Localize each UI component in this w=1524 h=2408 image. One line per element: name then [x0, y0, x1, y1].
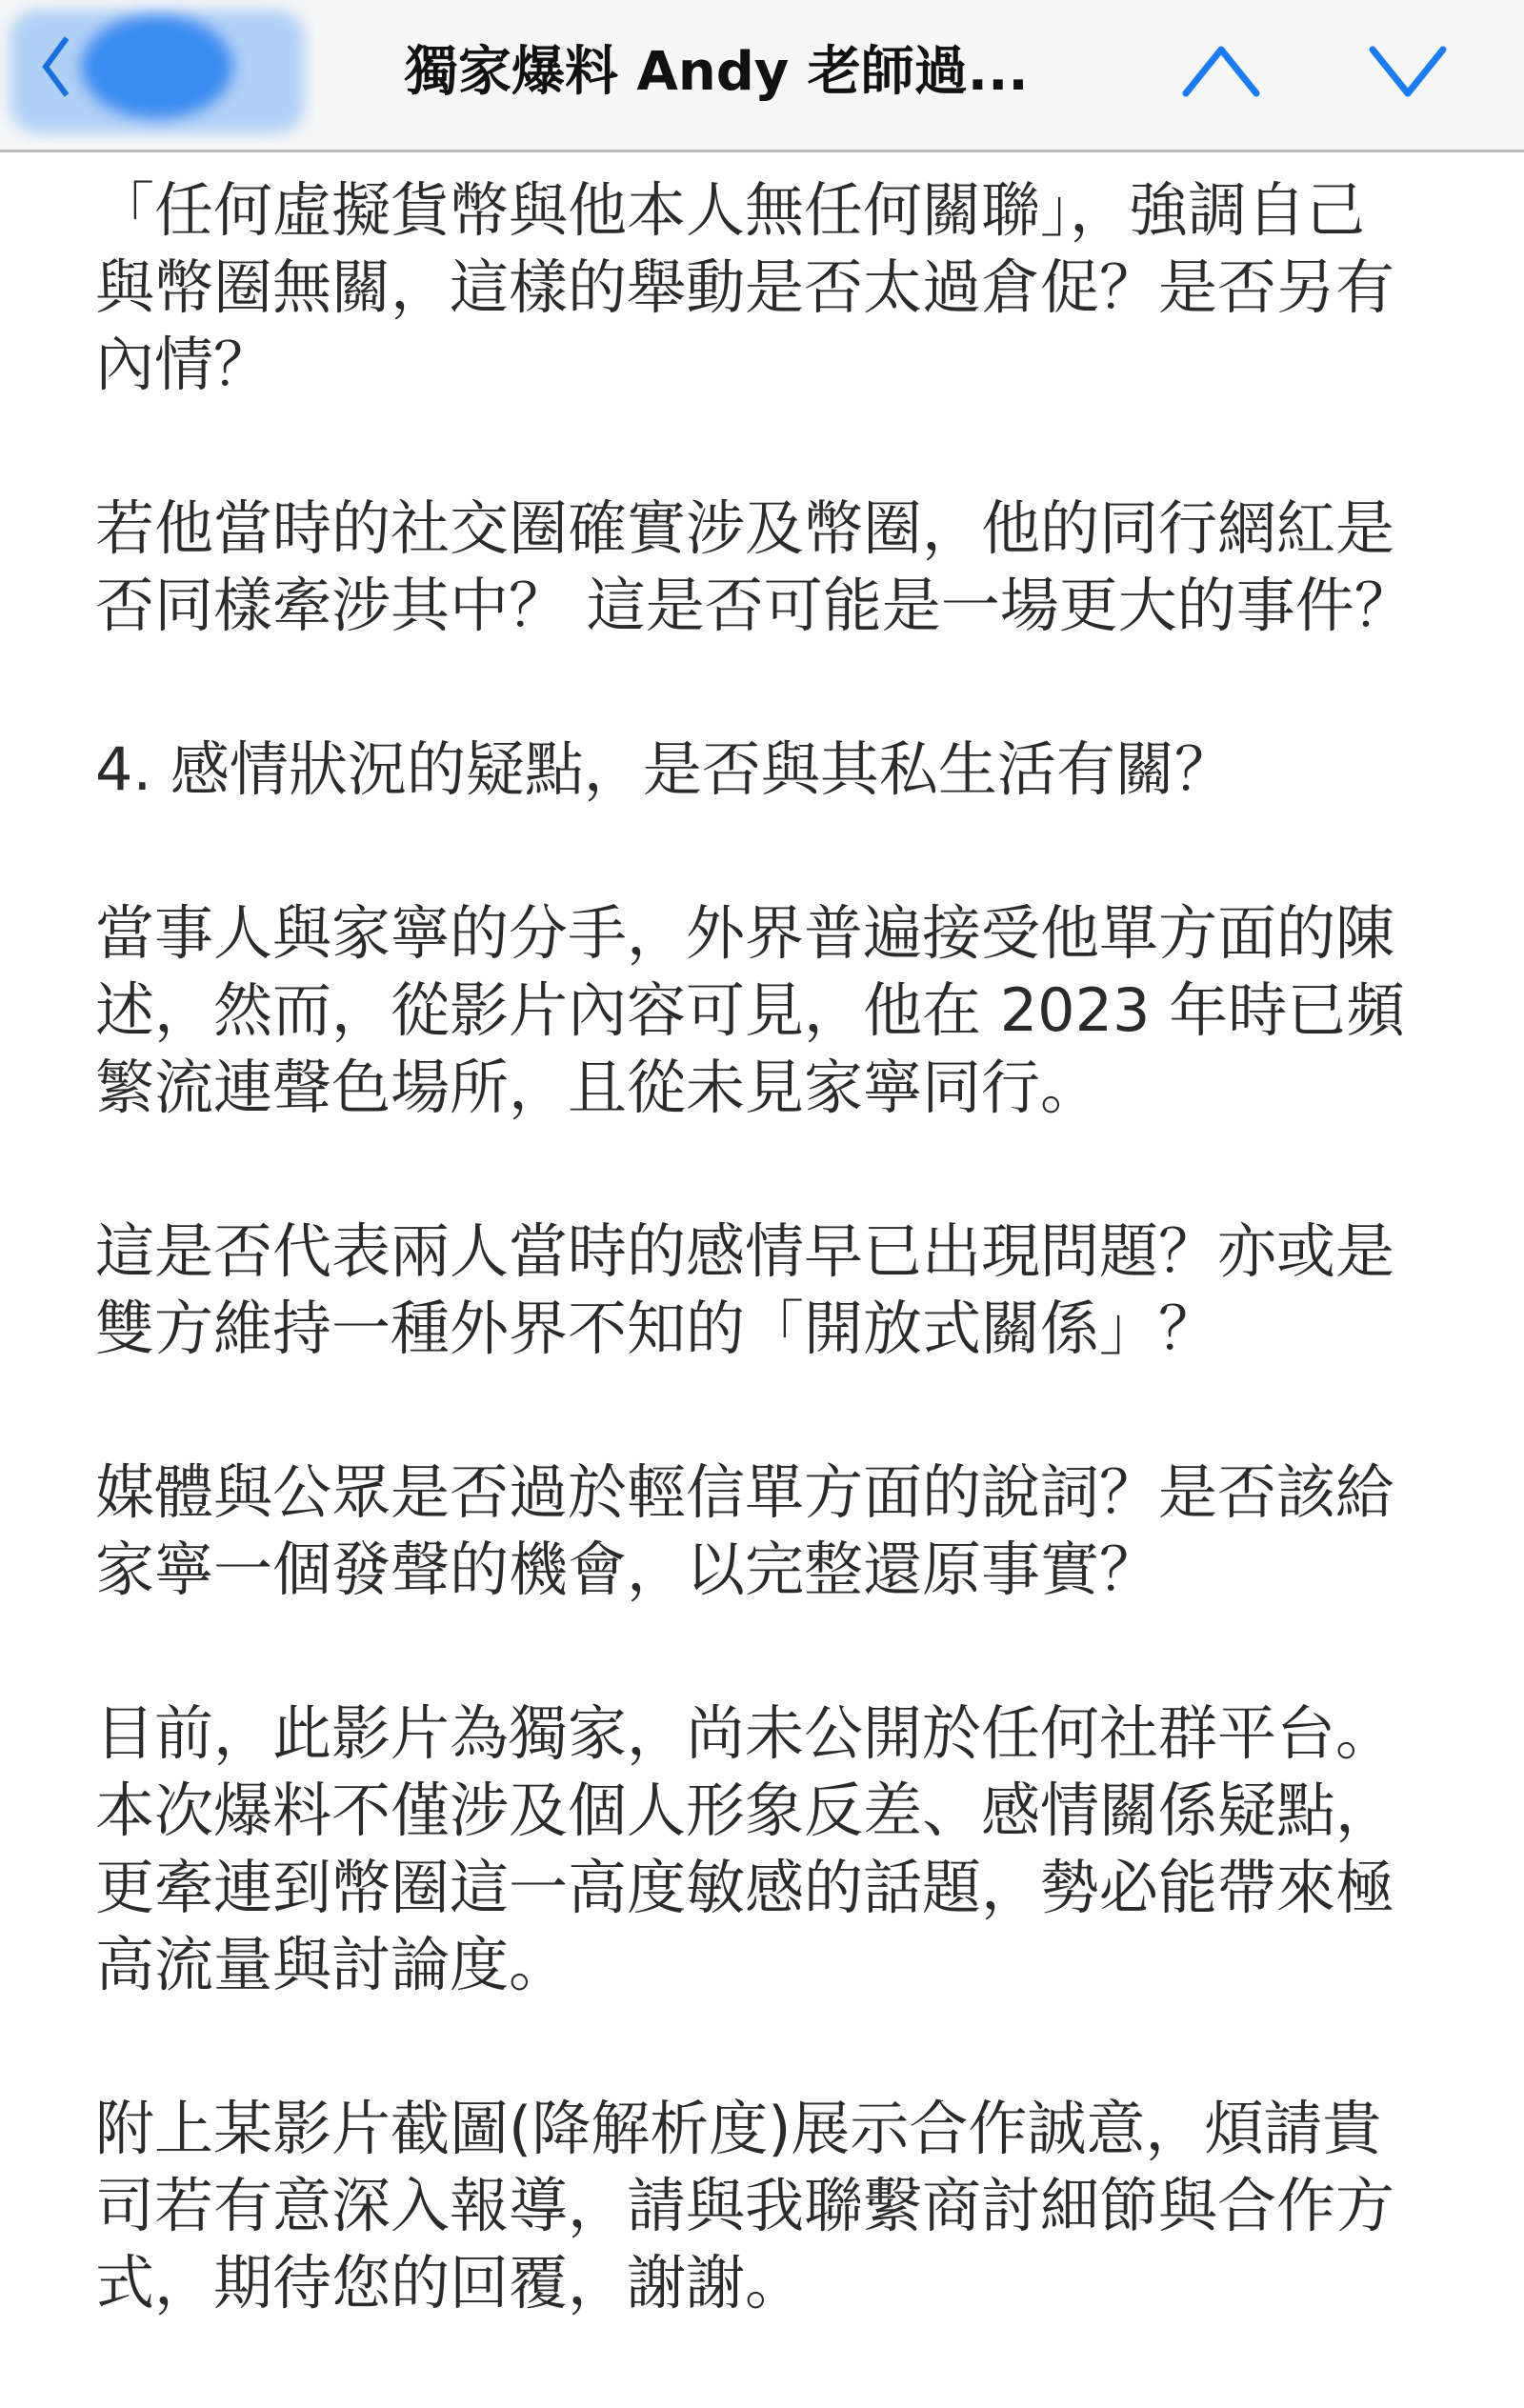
body-paragraph — [95, 731, 1448, 808]
paragraph-line: 目前，此影片為獨家，尚未公開於任何社群平台。 — [95, 1698, 1395, 1768]
body-paragraph — [95, 1213, 1448, 1367]
paragraph-line: 這是否代表兩人當時的感情早已出現問題？亦或是 — [95, 1216, 1395, 1286]
email-subject-title: 獨家爆料 Andy 老師過... — [405, 41, 1029, 103]
paragraph-line: 4. 感情狀況的疑點，是否與其私生活有關？ — [95, 734, 1233, 804]
body-paragraph — [95, 1695, 1448, 2003]
body-paragraph — [95, 490, 1448, 644]
paragraph-line: 更牽連到幣圈這一高度敏感的話題，勢必能帶來極 — [95, 1853, 1395, 1922]
paragraph-line: 「任何虛擬貨幣與他本人無任何關聯」，強調自己 — [95, 175, 1366, 245]
paragraph-line: 內情？ — [95, 330, 273, 399]
body-paragraph — [95, 1454, 1448, 1608]
paragraph-line: 與幣圈無關，這樣的舉動是否太過倉促？是否另有 — [95, 252, 1395, 322]
paragraph-line: 否同樣牽涉其中？ 這是否可能是一場更大的事件？ — [95, 571, 1414, 640]
paragraph-line: 本次爆料不僅涉及個人形象反差、感情關係疑點， — [95, 1776, 1395, 1845]
body-paragraph — [95, 171, 1448, 403]
paragraph-line: 若他當時的社交圈確實涉及幣圈，他的同行網紅是 — [95, 493, 1395, 563]
next-message-chevron-down-icon[interactable] — [1365, 38, 1451, 105]
paragraph-line: 司若有意深入報導，請與我聯繫商討細節與合作方 — [95, 2171, 1395, 2240]
paragraph-line: 雙方維持一種外界不知的「開放式關係」？ — [95, 1294, 1218, 1363]
paragraph-line: 高流量與討論度。 — [95, 1930, 569, 1999]
paragraph-line: 述，然而，從影片內容可見，他在 2023 年時已頻 — [95, 975, 1406, 1045]
body-paragraph — [95, 894, 1448, 1126]
paragraph-line: 繁流連聲色場所，且從未見家寧同行。 — [95, 1053, 1100, 1122]
previous-message-chevron-up-icon[interactable] — [1178, 38, 1264, 105]
paragraph-line: 媒體與公眾是否過於輕信單方面的說詞？是否該給 — [95, 1457, 1395, 1527]
email-body — [95, 171, 1448, 2408]
back-chevron-icon-redacted[interactable] — [0, 0, 314, 143]
paragraph-line: 附上某影片截圖(降解析度)展示合作誠意，煩請貴 — [95, 2094, 1382, 2163]
paragraph-line: 當事人與家寧的分手，外界普遍接受他單方面的陳 — [95, 898, 1395, 968]
paragraph-line: 家寧一個發聲的機會，以完整還原事實？ — [95, 1535, 1159, 1604]
paragraph-line: 式，期待您的回覆，謝謝。 — [95, 2248, 805, 2318]
body-paragraph — [95, 2090, 1448, 2321]
mail-header-bar — [0, 0, 1524, 152]
